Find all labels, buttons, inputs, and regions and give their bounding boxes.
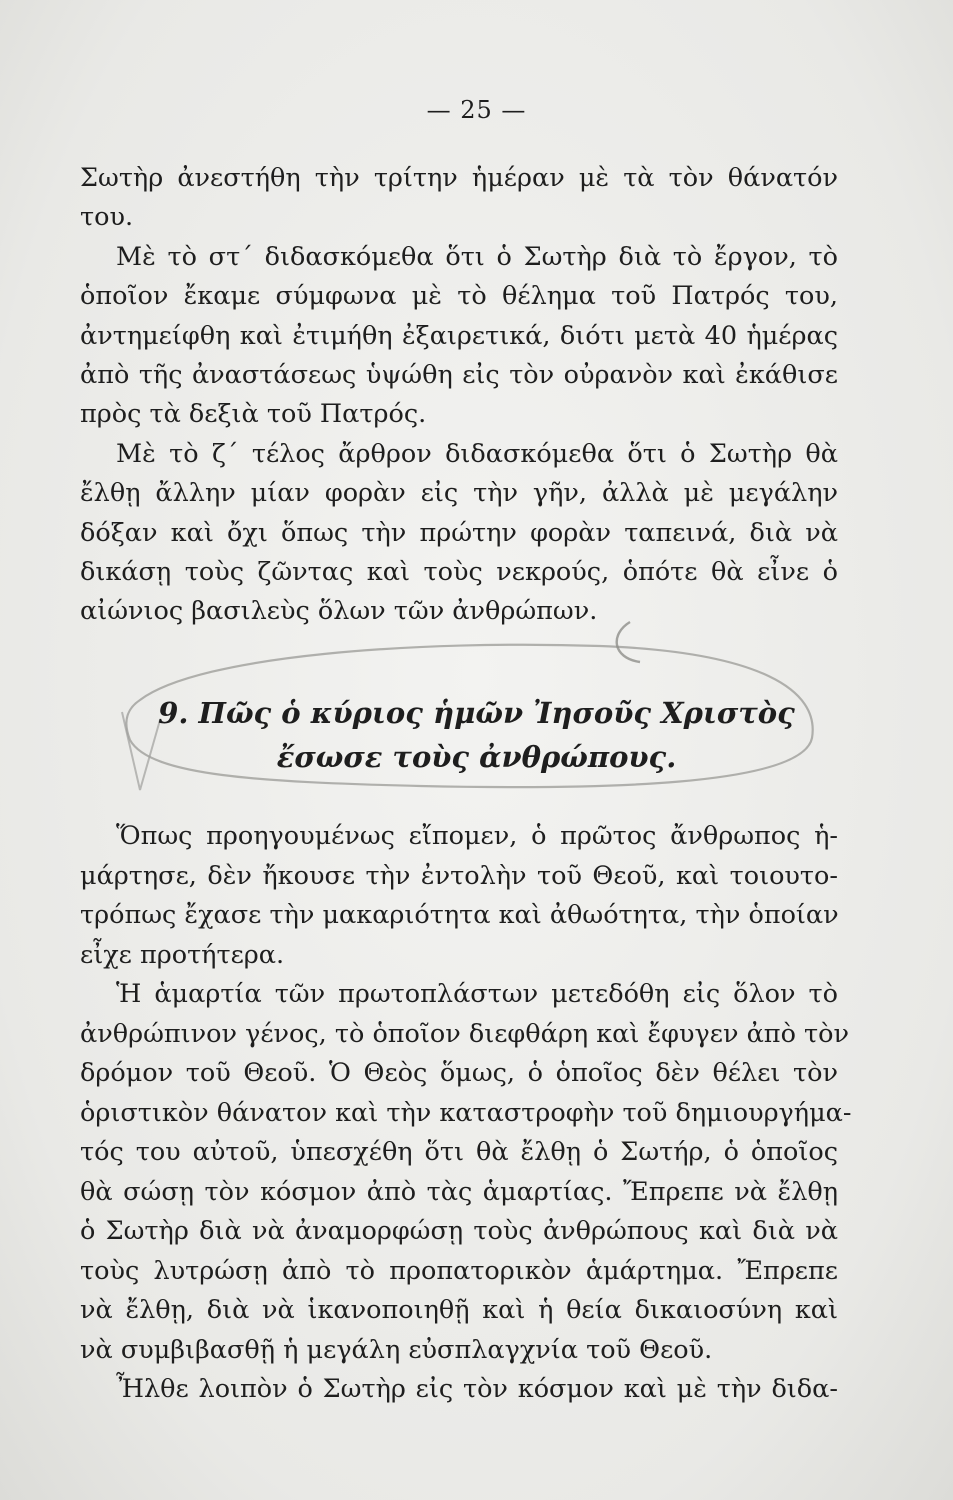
section-heading-line1: 9. Πῶς ὁ κύριος ἡμῶν Ἰησοῦς Χριστὸς bbox=[158, 696, 795, 730]
text-line: τρόπως ἔχασε τὴν μακαριότητα καὶ ἀθωότητα, τὴν ὁποίαν bbox=[80, 900, 839, 930]
text-line: ὁποῖον ἔκαμε σύμφωνα μὲ τὸ θέλημα τοῦ Πατρός του, bbox=[80, 281, 838, 312]
text-line: θὰ σώσῃ τὸν κόσμον ἀπὸ τὰς ἁμαρτίας. Ἔπρεπε νὰ ἔλθῃ bbox=[80, 1176, 838, 1207]
text-line: πρὸς τὰ δεξιὰ τοῦ Πατρός. bbox=[80, 399, 427, 430]
text-line: νὰ συμβιβασθῇ ἡ μεγάλη εὐσπλαγχνία τοῦ Θεοῦ. bbox=[80, 1334, 713, 1365]
text-line: δόξαν καὶ ὄχι ὅπως τὴν πρώτην φορὰν ταπεινά, διὰ νὰ bbox=[80, 517, 838, 548]
text-line: εἶχε προτήτερα. bbox=[80, 939, 285, 970]
text-line: δρόμον τοῦ Θεοῦ. Ὁ Θεὸς ὅμως, ὁ ὁποῖος δὲν θέλει τὸν bbox=[80, 1058, 838, 1088]
text-line: ἀντημείφθη καὶ ἐτιμήθη ἐξαιρετικά, διότι μετὰ 40 ἡμέρας bbox=[80, 320, 838, 351]
text-line: τός του αὐτοῦ, ὑπεσχέθη ὅτι θὰ ἔλθῃ ὁ Σωτήρ, ὁ ὁποῖος bbox=[80, 1137, 838, 1167]
text-line: Ἦλθε λοιπὸν ὁ Σωτὴρ εἰς τὸν κόσμον καὶ μὲ τὴν διδα- bbox=[116, 1374, 838, 1404]
page-number: — 25 — bbox=[426, 96, 527, 124]
text-line: τοὺς λυτρώσῃ ἀπὸ τὸ προπατορικὸν ἁμάρτημα. Ἔπρεπε bbox=[80, 1255, 838, 1286]
text-line: Μὲ τὸ στ´ διδασκόμεθα ὅτι ὁ Σωτὴρ διὰ τὸ ἔργον, τὸ bbox=[116, 241, 838, 272]
pencil-bracket-mark bbox=[617, 622, 640, 662]
text-line: Ὅπως προηγουμένως εἴπομεν, ὁ πρῶτος ἄνθρωπος ἡ- bbox=[116, 821, 838, 851]
text-line: ὁ Σωτὴρ διὰ νὰ ἀναμορφώσῃ τοὺς ἀνθρώπους καὶ διὰ νὰ bbox=[80, 1216, 838, 1246]
text-line: Μὲ τὸ ζ´ τέλος ἄρθρον διδασκόμεθα ὅτι ὁ Σωτὴρ θὰ bbox=[116, 438, 838, 469]
text-line: μάρτησε, δὲν ἤκουσε τὴν ἐντολὴν τοῦ Θεοῦ, καὶ τοιουτο- bbox=[80, 860, 838, 891]
text-line: ἀπὸ τῆς ἀναστάσεως ὑψώθη εἰς τὸν οὐρανὸν καὶ ἐκάθισε bbox=[80, 360, 838, 390]
text-line: ἀνθρώπινον γένος, τὸ ὁποῖον διεφθάρη καὶ ἔφυγεν ἀπὸ τὸν bbox=[80, 1018, 849, 1049]
text-line: ὁριστικὸν θάνατον καὶ τὴν καταστροφὴν τοῦ δημιουργήμα- bbox=[80, 1097, 852, 1128]
section-heading-line2: ἔσωσε τοὺς ἀνθρώπους. bbox=[276, 740, 677, 774]
text-line: του. bbox=[80, 202, 134, 233]
text-line: Ἡ ἁμαρτία τῶν πρωτοπλάστων μετεδόθη εἰς ὅλον τὸ bbox=[116, 979, 838, 1009]
text-line: Σωτὴρ ἀνεστήθη τὴν τρίτην ἡμέραν μὲ τὰ τὸν θάνατόν bbox=[80, 163, 838, 193]
text-line: αἰώνιος βασιλεὺς ὅλων τῶν ἀνθρώπων. bbox=[80, 596, 598, 627]
text-line: δικάσῃ τοὺς ζῶντας καὶ τοὺς νεκρούς, ὁπότε θὰ εἶνε ὁ bbox=[80, 557, 838, 587]
text-line: ἔλθῃ ἄλλην μίαν φορὰν εἰς τὴν γῆν, ἀλλὰ μὲ μεγάλην bbox=[80, 478, 838, 509]
text-line: νὰ ἔλθῃ, διὰ νὰ ἱκανοποιηθῇ καὶ ἡ θεία δικαιοσύνη καὶ bbox=[80, 1295, 838, 1325]
